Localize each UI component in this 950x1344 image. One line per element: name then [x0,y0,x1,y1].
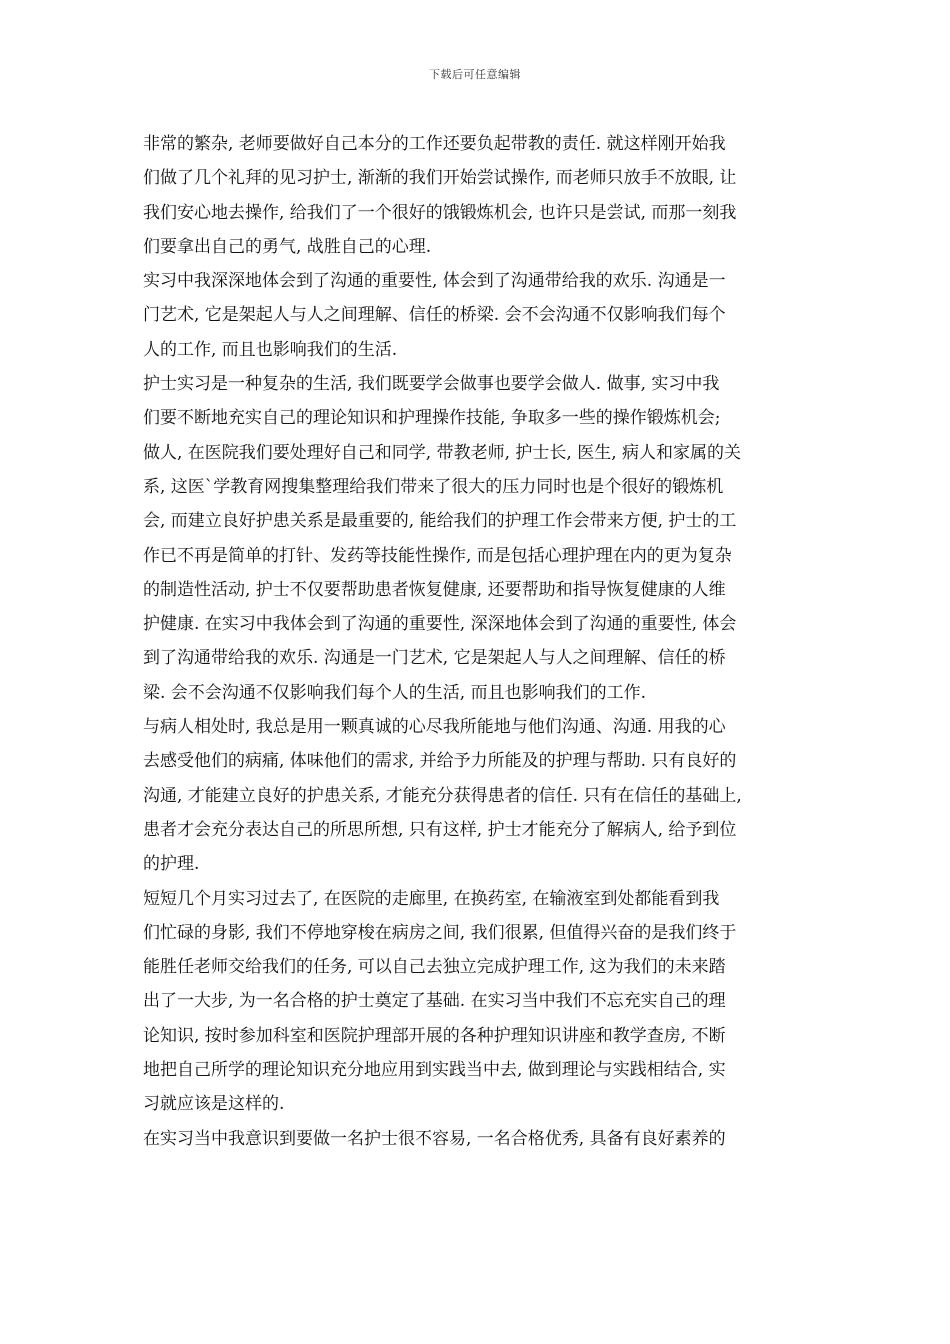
text-line: 会, 而建立良好护患关系是最重要的, 能给我们的护理工作会带来方便, 护士的工 [143,511,737,532]
text-line: 习就应该是这样的. [143,1094,285,1115]
text-line: 非常的繁杂, 老师要做好自己本分的工作还要负起带教的责任. 就这样刚开始我 [143,134,726,154]
body-text [143,127,811,1156]
text-line: 护健康. 在实习中我体会到了沟通的重要性, 深深地体会到了沟通的重要性, 体会 [143,614,737,635]
text-line: 们做了几个礼拜的见习护士, 渐渐的我们开始尝试操作, 而老师只放手不放眼, 让 [143,168,737,189]
text-line: 出了一大步, 为一名合格的护士奠定了基础. 在实习当中我们不忘充实自己的理 [143,991,726,1012]
text-line: 患者才会充分表达自己的所思所想, 只有这样, 护士才能充分了解病人, 给予到位 [143,819,737,840]
text-line: 与病人相处时, 我总是用一颗真诚的心尽我所能地与他们沟通、沟通. 用我的心 [143,717,726,738]
text-line: 门艺术, 它是架起人与人之间理解、信任的桥梁. 会不会沟通不仅影响我们每个 [143,305,726,326]
text-line: 我们安心地去操作, 给我们了一个很好的饿锻炼机会, 也许只是尝试, 而那一刻我 [143,202,737,223]
text-line: 护士实习是一种复杂的生活, 我们既要学会做事也要学会做人. 做事, 实习中我 [143,374,720,395]
text-line: 短短几个月实习过去了, 在医院的走廊里, 在换药室, 在输液室到处都能看到我 [143,888,720,909]
text-line: 去感受他们的病痛, 体味他们的需求, 并给予力所能及的护理与帮助. 只有良好的 [143,751,737,772]
text-line: 在实习当中我意识到要做一名护士很不容易, 一名合格优秀, 具备有良好素养的 [143,1128,726,1149]
text-line: 们忙碌的身影, 我们不停地穿梭在病房之间, 我们很累, 但值得兴奋的是我们终于 [143,922,737,943]
page-header: 下载后可任意编辑 [429,68,521,81]
text-line: 作已不再是简单的打针、发药等技能性操作, 而是包括心理护理在内的更为复杂 [143,545,732,566]
text-line: 系, 这医`学教育网搜集整理给我们带来了很大的压力同时也是个很好的锻炼机 [143,476,724,497]
text-line: 能胜任老师交给我们的任务, 可以自己去独立完成护理工作, 这为我们的未来踏 [143,957,726,978]
text-line: 做人, 在医院我们要处理好自己和同学, 带教老师, 护士长, 医生, 病人和家属的关 [143,442,742,463]
text-line: 论知识, 按时参加科室和医院护理部开展的各种护理知识讲座和教学查房, 不断 [143,1025,726,1046]
text-line: 人的工作, 而且也影响我们的生活. [143,339,398,360]
text-line: 实习中我深深地体会到了沟通的重要性, 体会到了沟通带给我的欢乐. 沟通是一 [143,271,726,292]
text-line: 们要拿出自己的勇气, 战胜自己的心理. [143,236,432,257]
text-line: 沟通, 才能建立良好的护患关系, 才能充分获得患者的信任. 只有在信任的基础上, [143,785,742,806]
text-line: 的制造性活动, 护士不仅要帮助患者恢复健康, 还要帮助和指导恢复健康的人维 [143,579,726,600]
text-line: 到了沟通带给我的欢乐. 沟通是一门艺术, 它是架起人与人之间理解、信任的桥 [143,648,726,669]
text-line: 们要不断地充实自己的理论知识和护理操作技能, 争取多一些的操作锻炼机会; [143,408,721,429]
text-line: 地把自己所学的理论知识充分地应用到实践当中去, 做到理论与实践相结合, 实 [143,1060,726,1081]
text-line: 的护理. [143,854,200,875]
text-line: 梁. 会不会沟通不仅影响我们每个人的生活, 而且也影响我们的工作. [143,682,647,703]
